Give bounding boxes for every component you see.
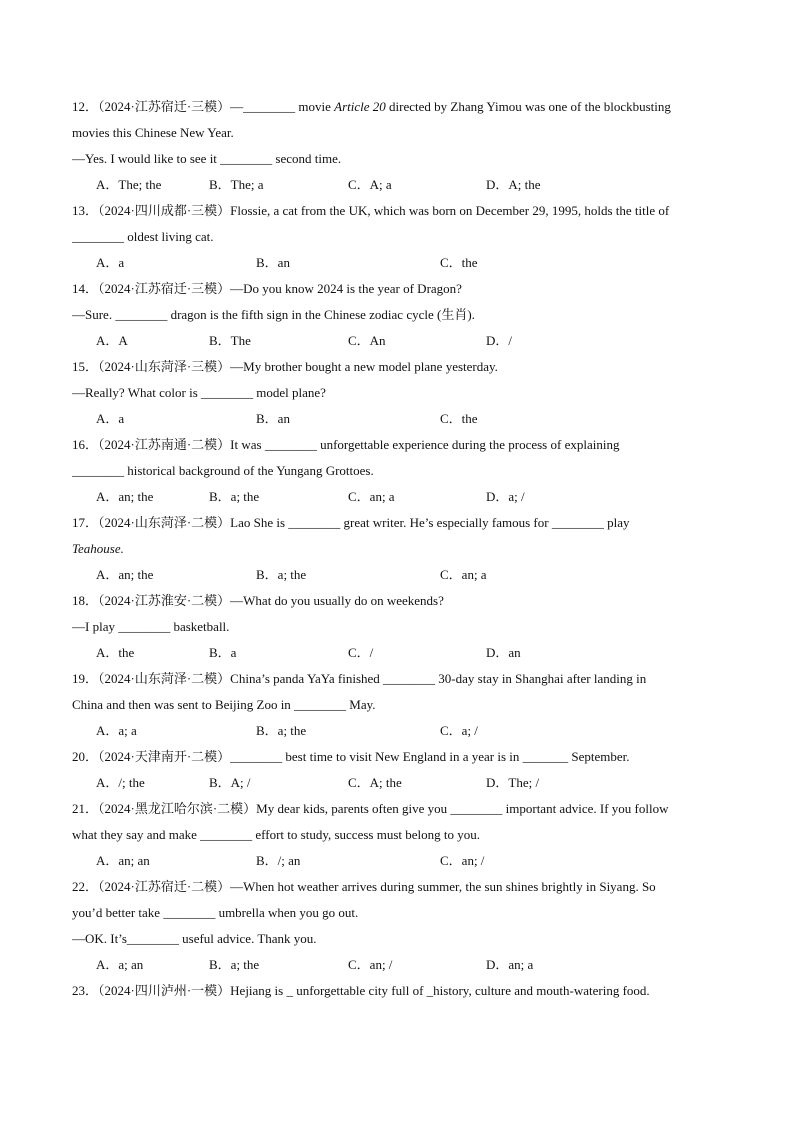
question-20 [72,744,724,796]
option-a[interactable]: A．a [96,411,125,426]
question-22-line-3: —OK. It’s________ useful advice. Thank you. [72,931,317,946]
question-14-line-1: 14．（2024·江苏宿迁·三模）—Do you know 2024 is the year of Dragon? [72,281,462,296]
question-14 [72,276,724,354]
movie-title: Article 20 [334,99,386,114]
question-19-line-2: China and then was sent to Beijing Zoo in ________ May. [72,697,376,712]
question-17 [72,510,724,588]
option-d[interactable]: D．a; / [486,489,525,504]
option-c[interactable]: C．an; / [348,957,393,972]
question-13-options [72,250,724,276]
option-a[interactable]: A．a; a [96,723,137,738]
question-22-line-2: you’d better take ________ umbrella when you go out. [72,905,359,920]
question-12 [72,94,724,198]
option-c[interactable]: C．A; a [348,177,392,192]
question-22-options [72,952,724,978]
option-c[interactable]: C．a; / [440,723,478,738]
question-list [72,94,724,1004]
question-14-line-2: —Sure. ________ dragon is the fifth sign in the Chinese zodiac cycle (生肖). [72,307,475,322]
option-a[interactable]: A．the [96,645,135,660]
question-22-line-1: 22．（2024·江苏宿迁·二模）—When hot weather arrives during summer, the sun shines brightly in Siyang. So [72,879,656,894]
option-c[interactable]: C．/ [348,645,374,660]
question-12-line-3: —Yes. I would like to see it ________ second time. [72,151,342,166]
option-d[interactable]: D．The; / [486,775,540,790]
option-b[interactable]: B．an [256,255,290,270]
option-b[interactable]: B．a; the [209,957,260,972]
option-b[interactable]: B．a; the [209,489,260,504]
option-d[interactable]: D．an; a [486,957,534,972]
option-d[interactable]: D．an [486,645,521,660]
question-21 [72,796,724,874]
question-19-options [72,718,724,744]
question-21-line-2: what they say and make ________ effort to study, success must belong to you. [72,827,480,842]
question-19-line-1: 19．（2024·山东菏泽·二模）China’s panda YaYa finished ________ 30-day stay in Shanghai after landing in [72,671,647,686]
option-d[interactable]: D．A; the [486,177,541,192]
question-12-options [72,172,724,198]
option-b[interactable]: B．/; an [256,853,301,868]
option-a[interactable]: A．The; the [96,177,162,192]
question-21-options [72,848,724,874]
option-b[interactable]: B．a [209,645,237,660]
option-c[interactable]: C．the [440,411,478,426]
question-16-line-1: 16．（2024·江苏南通·二模）It was ________ unforgettable experience during the process of explaining [72,437,620,452]
question-23 [72,978,724,1004]
question-13 [72,198,724,276]
question-20-options [72,770,724,796]
question-22 [72,874,724,978]
question-17-line-1: 17．（2024·山东菏泽·二模）Lao She is ________ great writer. He’s especially famous for ________ play [72,515,630,530]
option-d[interactable]: D．/ [486,333,513,348]
option-a[interactable]: A．an; the [96,567,154,582]
question-12-line-2: movies this Chinese New Year. [72,125,234,140]
question-18-line-2: —I play ________ basketball. [72,619,230,634]
question-13-line-2: ________ oldest living cat. [72,229,214,244]
question-12-line-1: 12．（2024·江苏宿迁·三模）—________ movie Article 20 directed by Zhang Yimou was one of the blockbusting [72,99,671,114]
option-b[interactable]: B．a; the [256,567,307,582]
option-c[interactable]: C．an; a [440,567,487,582]
question-20-line-1: 20．（2024·天津南开·二模）________ best time to visit New England in a year is in _______ September. [72,749,630,764]
option-b[interactable]: B．A; / [209,775,251,790]
option-c[interactable]: C．A; the [348,775,402,790]
question-16-line-2: ________ historical background of the Yungang Grottoes. [72,463,374,478]
question-16-options [72,484,724,510]
question-13-line-1: 13．（2024·四川成都·三模）Flossie, a cat from the UK, which was born on December 29, 1995, holds the title of [72,203,670,218]
option-b[interactable]: B．The; a [209,177,264,192]
question-16 [72,432,724,510]
option-b[interactable]: B．an [256,411,290,426]
option-c[interactable]: C．an; / [440,853,485,868]
option-a[interactable]: A．an; the [96,489,154,504]
option-c[interactable]: C．an; a [348,489,395,504]
question-15-line-2: —Really? What color is ________ model plane? [72,385,326,400]
question-19 [72,666,724,744]
question-18-options [72,640,724,666]
question-18 [72,588,724,666]
option-a[interactable]: A．a; an [96,957,144,972]
option-c[interactable]: C．the [440,255,478,270]
option-b[interactable]: B．a; the [256,723,307,738]
option-a[interactable]: A．a [96,255,125,270]
play-title: Teahouse. [72,541,124,556]
question-21-line-1: 21．（2024·黑龙江哈尔滨·二模）My dear kids, parents often give you ________ important advice. If you follow [72,801,669,816]
option-a[interactable]: A．/; the [96,775,145,790]
option-c[interactable]: C．An [348,333,386,348]
question-15-options [72,406,724,432]
option-b[interactable]: B．The [209,333,251,348]
question-18-line-1: 18．（2024·江苏淮安·二模）—What do you usually do on weekends? [72,593,444,608]
question-17-line-2 [72,536,724,562]
question-23-line-1: 23．（2024·四川泸州·一模）Hejiang is _ unforgettable city full of _history, culture and mouth-watering food. [72,983,650,998]
question-17-options [72,562,724,588]
option-a[interactable]: A．an; an [96,853,150,868]
question-14-options [72,328,724,354]
question-15 [72,354,724,432]
question-15-line-1: 15．（2024·山东菏泽·三模）—My brother bought a new model plane yesterday. [72,359,498,374]
option-a[interactable]: A．A [96,333,128,348]
